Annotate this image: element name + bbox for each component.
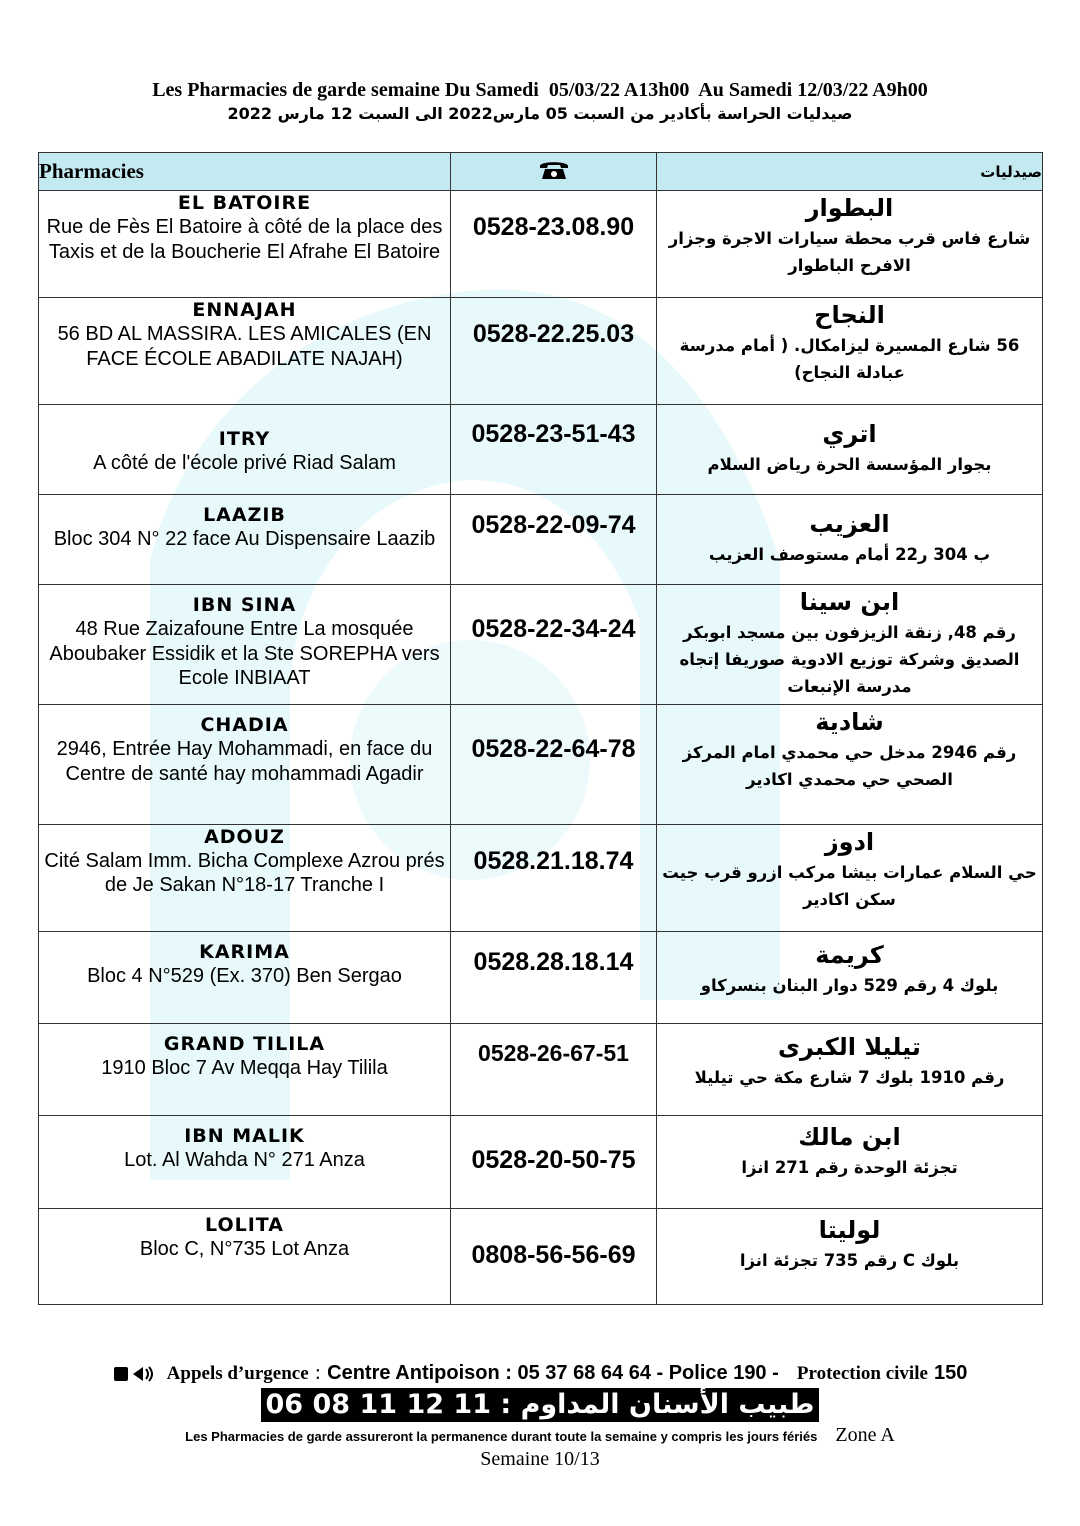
note-line [0, 1424, 1080, 1447]
pharmacy-cell [39, 298, 451, 405]
column-header-arabic: صيدليات [657, 153, 1043, 191]
phone-number: 0528-20-50-75 [471, 1145, 636, 1174]
pharmacy-name-arabic: اتري [822, 420, 877, 449]
pharmacy-name: GRAND TILILA [163, 1032, 326, 1055]
pharmacies-table [38, 152, 1043, 1305]
emergency-numbers: Centre Antipoison : 05 37 68 64 64 - Police 190 - [327, 1362, 779, 1384]
emergency-label: Appels d’urgence [166, 1363, 309, 1384]
pharmacy-cell [39, 495, 451, 585]
pharmacy-address: Bloc 304 N° 22 face Au Dispensaire Laazib [53, 528, 436, 551]
pharmacy-cell [39, 931, 451, 1023]
pharmacy-name-arabic: النجاح [814, 301, 885, 330]
table-row [39, 824, 1043, 931]
telephone-icon [537, 159, 571, 181]
pharmacy-name: ITRY [218, 428, 271, 451]
protection-civile-number: 150 [933, 1362, 968, 1384]
phone-number: 0528-22-09-74 [471, 511, 636, 540]
phone-cell [451, 405, 657, 495]
phone-cell [451, 585, 657, 705]
pharmacy-name: EL BATOIRE [177, 192, 312, 214]
phone-number: 0528.28.18.14 [473, 947, 634, 976]
phone-number: 0528-22.25.03 [472, 320, 635, 349]
phone-cell [451, 705, 657, 824]
phone-number: 0528-22-64-78 [471, 735, 636, 764]
pharmacy-name: IBN SINA [192, 594, 297, 617]
pharmacy-name: IBN MALIK [184, 1124, 305, 1147]
column-header-phone [451, 153, 657, 191]
pharmacy-cell [39, 585, 451, 705]
phone-cell [451, 191, 657, 298]
pharmacy-address-arabic: تجزئة الوحدة رقم 271 انزا [741, 1157, 958, 1177]
pharmacy-address: Bloc C, N°735 Lot Anza [139, 1237, 350, 1260]
arabic-cell [657, 495, 1043, 585]
permanence-note: Les Pharmacies de garde assureront la permanence durant toute la semaine y compris les jours fériés [185, 1429, 818, 1444]
emergency-colon: : [308, 1362, 328, 1384]
table-row [39, 495, 1043, 585]
pharmacy-address: Lot. Al Wahda N° 271 Anza [124, 1148, 365, 1171]
table-row [39, 705, 1043, 824]
arabic-cell [657, 824, 1043, 931]
dentist-on-duty: طبيب الأسنان المداوم : 11 12 11 08 06 [261, 1388, 818, 1422]
pharmacy-address: A côté de l'école privé Riad Salam [93, 452, 396, 475]
pharmacy-cell [39, 824, 451, 931]
phone-number: 0808-56-56-69 [471, 1240, 636, 1269]
pharmacy-name-arabic: ابن مالك [798, 1122, 901, 1151]
title-french: Les Pharmacies de garde semaine Du Samedi 05/03/22 A13h00 Au Samedi 12/03/22 A9h00 [152, 79, 928, 101]
pharmacy-address-arabic: بلوك 4 رقم 529 دوار البنان بنسركاو [700, 975, 999, 995]
pharmacy-cell [39, 1023, 451, 1115]
phone-cell [451, 1023, 657, 1115]
pharmacy-name-arabic: شادية [815, 708, 884, 737]
zone-label: Zone A [835, 1424, 895, 1446]
table-row [39, 585, 1043, 705]
arabic-cell [657, 405, 1043, 495]
arabic-cell [657, 705, 1043, 824]
arabic-cell [657, 298, 1043, 405]
pharmacy-address: Rue de Fès El Batoire à côté de la place des Taxis et de la Boucherie El Afrahe El Batoire [46, 216, 443, 263]
table-row [39, 1023, 1043, 1115]
pharmacy-address: 56 BD AL MASSIRA. LES AMICALES (EN FACE ÉCOLE ABADILATE NAJAH) [57, 323, 432, 370]
table-row [39, 298, 1043, 405]
pharmacy-address-arabic: بجوار المؤسسة الحرة رياض السلام [707, 455, 992, 475]
phone-number: 0528-26-67-51 [478, 1039, 629, 1066]
phone-cell [451, 931, 657, 1023]
phone-number: 0528.21.18.74 [473, 846, 634, 875]
pharmacy-name: ENNAJAH [192, 299, 297, 322]
table-row [39, 191, 1043, 298]
pharmacy-address-arabic: رقم 2946 مدخل حي محمدي امام المركز الصحي حي محمدي اكادير [682, 743, 1017, 790]
table-row [39, 1115, 1043, 1208]
phone-cell [451, 298, 657, 405]
phone-number: 0528-22-34-24 [471, 615, 636, 644]
arabic-cell [657, 1115, 1043, 1208]
pharmacy-address-arabic: 56 شارع المسيرة ليزامكال. ( أمام مدرسة عبادلة النجاح) [679, 336, 1020, 383]
pharmacy-address: Cité Salam Imm. Bicha Complexe Azrou prés de Je Sakan N°18-17 Tranche I [44, 849, 445, 897]
phone-cell [451, 495, 657, 585]
pharmacy-name-arabic: كريمة [815, 940, 884, 969]
arabic-cell [657, 191, 1043, 298]
column-header-pharmacies: Pharmacies [39, 153, 451, 191]
phone-number: 0528-23-51-43 [471, 420, 636, 449]
pharmacy-address: 48 Rue Zaizafoune Entre La mosquée Aboubaker Essidik et la Ste SOREPHA vers Ecole INBIAAT [49, 618, 440, 690]
table-row [39, 1208, 1043, 1304]
pharmacy-name: KARIMA [199, 940, 290, 963]
pharmacy-name: LOLITA [205, 1213, 284, 1236]
pharmacy-address-arabic: رقم 48, زنقة الزيزفون بين مسجد ابوبكر الصديق وشركة توزيع الادوية صوريفا إتجاه مدرسة الإنبعات [679, 623, 1020, 697]
pharmacy-name: CHADIA [200, 714, 289, 737]
arabic-cell [657, 1208, 1043, 1304]
protection-civile-label: Protection civile [796, 1363, 928, 1384]
pharmacy-name: ADOUZ [204, 825, 285, 848]
arabic-cell [657, 1023, 1043, 1115]
pharmacy-cell [39, 191, 451, 298]
title-arabic: صيدليات الحراسة بأكادير من السبت 05 مارس2022 الى السبت 12 مارس 2022 [227, 104, 853, 123]
page-header [0, 78, 1080, 126]
pharmacy-address: Bloc 4 N°529 (Ex. 370) Ben Sergao [87, 964, 402, 987]
pharmacy-name-arabic: البطوار [805, 194, 894, 222]
pharmacy-address: 2946, Entrée Hay Mohammadi, en face du Centre de santé hay mohammadi Agadir [56, 738, 433, 785]
pharmacy-name-arabic: ابن سينا [799, 588, 900, 617]
phone-cell [451, 1115, 657, 1208]
emergency-line [40, 1362, 1040, 1385]
pharmacy-name: LAAZIB [203, 504, 286, 527]
pharmacy-name-arabic: تيليلا الكبرى [778, 1032, 921, 1061]
pharmacy-address: 1910 Bloc 7 Av Meqqa Hay Tilila [101, 1056, 388, 1079]
arabic-cell [657, 585, 1043, 705]
table-header-row [39, 153, 1043, 191]
week-label: Semaine 10/13 [480, 1448, 600, 1470]
pharmacy-cell [39, 1208, 451, 1304]
pharmacy-cell [39, 705, 451, 824]
pharmacy-address-arabic: رقم 1910 بلوك 7 شارع مكة حي تيليلا [694, 1067, 1005, 1087]
pharmacy-address-arabic: شارع فاس قرب محطة سيارات الاجرة وجزار الافرح الباطوار [668, 229, 1031, 275]
phone-cell [451, 824, 657, 931]
phone-number: 0528-23.08.90 [472, 213, 635, 241]
dentist-banner [0, 1388, 1080, 1422]
pharmacy-address-arabic: بلوك C رقم 735 تجزئة انزا [739, 1250, 960, 1270]
pharmacy-name-arabic: ادوز [824, 827, 875, 856]
table-row [39, 931, 1043, 1023]
arabic-cell [657, 931, 1043, 1023]
pharmacy-cell [39, 1115, 451, 1208]
emergency-phone-icon [113, 1364, 155, 1384]
pharmacy-cell [39, 405, 451, 495]
pharmacy-address-arabic: ب 304 ر22 أمام مستوصف العزيب [708, 545, 991, 565]
pharmacy-address-arabic: حي السلام عمارات بيشا مركب ازرو قرب جيت سكن اكادير [662, 862, 1037, 909]
pharmacy-name-arabic: لوليتا [818, 1215, 881, 1244]
phone-cell [451, 1208, 657, 1304]
pharmacy-name-arabic: العزيب [809, 510, 890, 539]
table-row [39, 405, 1043, 495]
